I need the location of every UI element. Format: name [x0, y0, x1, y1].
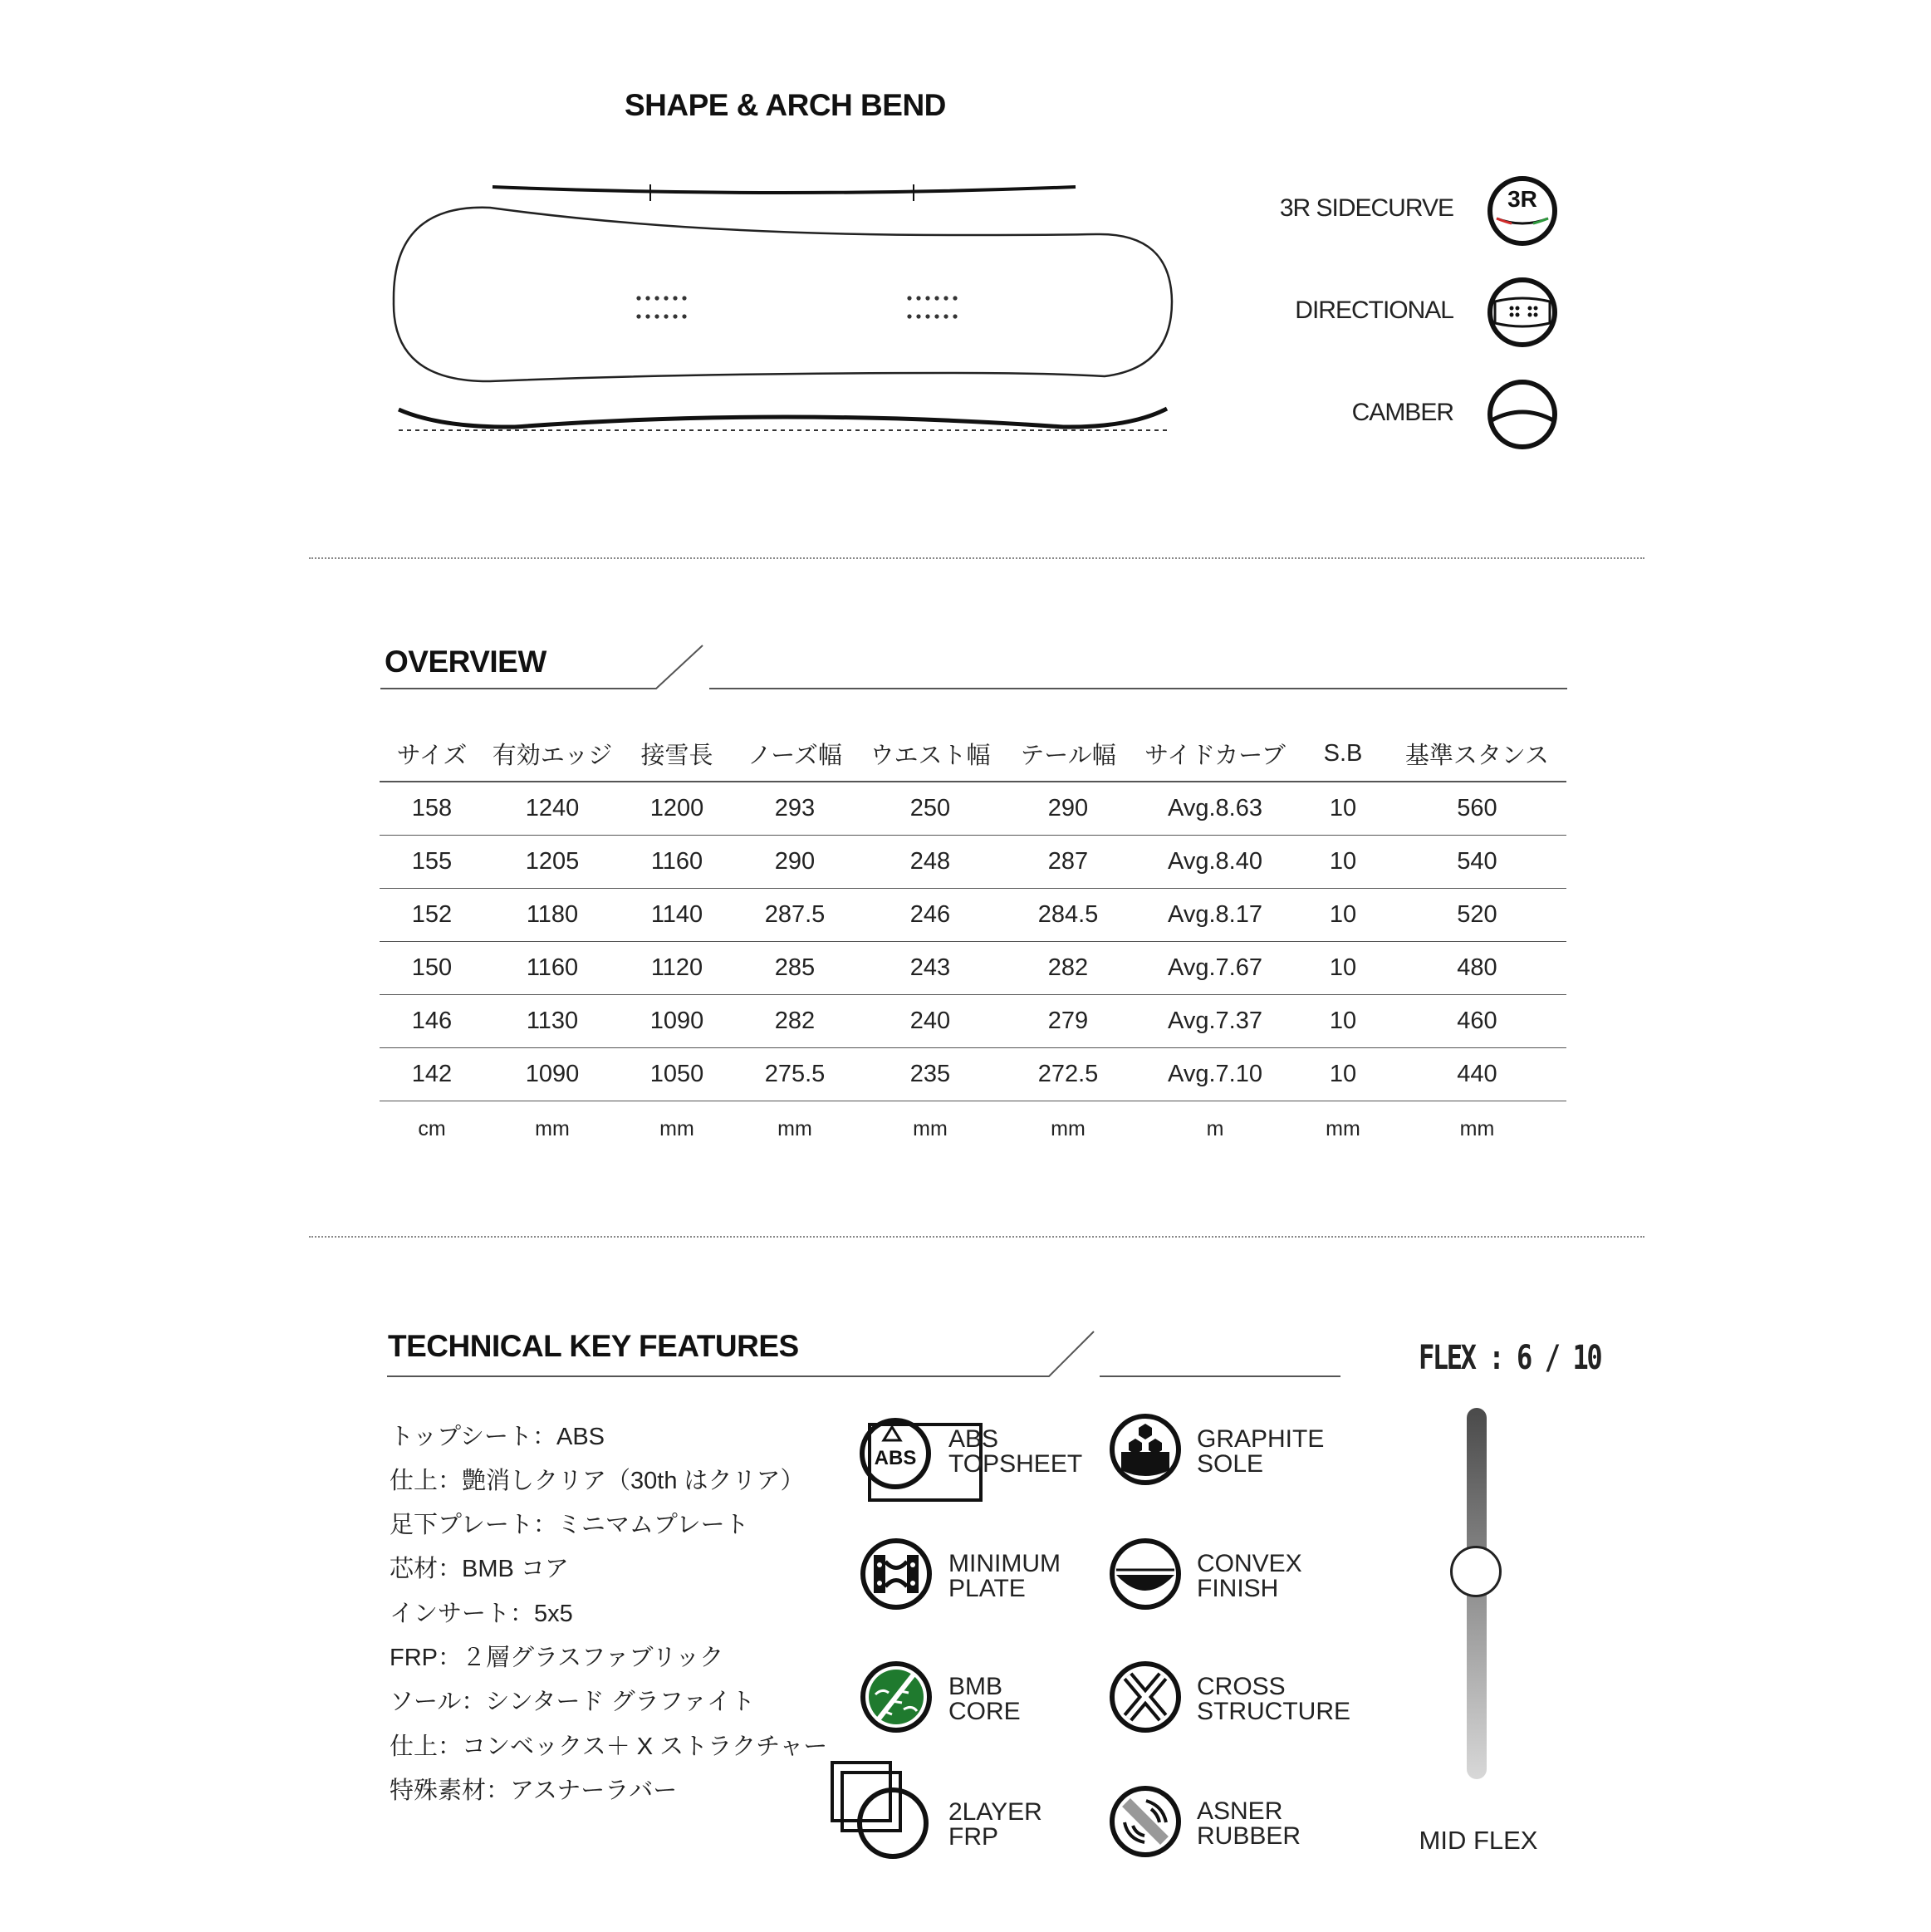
feature-2layer-frp	[831, 1761, 1080, 1869]
badge-label: DIRECTIONAL	[1295, 297, 1453, 324]
feature-bmb-core	[831, 1660, 1080, 1743]
table-cell: 460	[1388, 995, 1566, 1048]
flex-label: MID FLEX	[1419, 1826, 1538, 1855]
table-cell: 440	[1388, 1048, 1566, 1101]
spec-special-material: 特殊素材：アスナーラバー	[390, 1778, 678, 1804]
col-header: テール幅	[1004, 726, 1132, 782]
board-shape-diagram	[382, 170, 1179, 444]
table-cell: 246	[856, 889, 1004, 942]
feature-cross-structure	[1108, 1660, 1390, 1743]
badge-3r-sidecurve	[1246, 173, 1561, 248]
feature-label: MINIMUM PLATE	[948, 1550, 1061, 1602]
table-cell: 248	[856, 836, 1004, 889]
table-cell: 290	[1004, 782, 1132, 836]
col-header: ウエスト幅	[856, 726, 1004, 782]
table-cell: 279	[1004, 995, 1132, 1048]
section-divider	[309, 1236, 1644, 1238]
spec-finish: 仕上：艶消しクリア（30th はクリア）	[390, 1468, 805, 1494]
table-cell: Avg.8.17	[1132, 889, 1298, 942]
spec-insert: インサート：5x5	[390, 1601, 573, 1627]
2layer-frp-icon	[831, 1761, 939, 1861]
table-cell: 285	[733, 942, 856, 995]
table-cell: 235	[856, 1048, 1004, 1101]
feature-label: CONVEX FINISH	[1197, 1550, 1302, 1602]
feature-label: CROSS STRUCTURE	[1197, 1673, 1350, 1725]
asner-rubber-icon	[1108, 1784, 1183, 1859]
feature-asner-rubber	[1108, 1784, 1374, 1867]
convex-finish-icon	[1108, 1537, 1183, 1611]
table-cell: 1180	[484, 889, 620, 942]
table-cell: 1050	[620, 1048, 733, 1101]
table-cell: 282	[1004, 942, 1132, 995]
unit-cell: mm	[659, 1116, 694, 1140]
feature-graphite-sole	[1108, 1412, 1374, 1495]
overview-title: OVERVIEW	[385, 645, 546, 679]
table-cell: 1200	[620, 782, 733, 836]
3r-icon-text: 3R	[1507, 186, 1537, 212]
table-cell: 10	[1298, 836, 1388, 889]
table-cell: 146	[380, 995, 484, 1048]
table-cell: Avg.8.63	[1132, 782, 1298, 836]
technical-title: TECHNICAL KEY FEATURES	[388, 1329, 799, 1363]
unit-cell: mm	[535, 1116, 570, 1140]
arch-bend-top-line	[493, 187, 1076, 193]
table-cell: 287	[1004, 836, 1132, 889]
unit-cell: mm	[1051, 1116, 1086, 1140]
table-cell: 293	[733, 782, 856, 836]
feature-abs-topsheet	[831, 1412, 1083, 1503]
flex-title: FLEX : 6 / 10	[1419, 1339, 1601, 1377]
minimum-plate-icon	[859, 1537, 934, 1611]
badge-camber	[1246, 376, 1561, 451]
feature-label: 2LAYER FRP	[948, 1798, 1042, 1851]
table-cell: 560	[1388, 782, 1566, 836]
table-cell: 150	[380, 942, 484, 995]
table-cell: 1160	[620, 836, 733, 889]
table-cell: 287.5	[733, 889, 856, 942]
table-cell: 240	[856, 995, 1004, 1048]
spec-sole: ソール：シンタード グラファイト	[390, 1689, 756, 1715]
bmb-core-icon	[859, 1660, 934, 1734]
overview-title-rule	[380, 644, 1568, 690]
table-cell: 290	[733, 836, 856, 889]
table-row	[380, 836, 1566, 889]
table-cell: 10	[1298, 1048, 1388, 1101]
table-cell: 10	[1298, 782, 1388, 836]
col-header: ノーズ幅	[733, 726, 856, 782]
feature-label: ABS TOPSHEET	[948, 1425, 1083, 1478]
table-cell: 520	[1388, 889, 1566, 942]
table-cell: Avg.7.10	[1132, 1048, 1298, 1101]
table-cell: 10	[1298, 942, 1388, 995]
feature-minimum-plate	[831, 1537, 1080, 1620]
table-cell: Avg.8.40	[1132, 836, 1298, 889]
section-divider	[309, 557, 1644, 559]
spec-topsheet: トップシート：ABS	[390, 1424, 605, 1450]
table-cell: 1240	[484, 782, 620, 836]
spec-core: 芯材：BMB コア	[390, 1556, 569, 1582]
unit-cell: cm	[418, 1116, 446, 1140]
board-outline	[394, 208, 1172, 381]
technical-title-rule	[387, 1329, 1342, 1379]
3r-sidecurve-icon	[1487, 175, 1558, 247]
unit-cell: mm	[913, 1116, 948, 1140]
table-cell: 540	[1388, 836, 1566, 889]
camber-icon	[1487, 379, 1558, 450]
table-cell: 1090	[620, 995, 733, 1048]
table-cell: 1205	[484, 836, 620, 889]
col-header: サイズ	[380, 726, 484, 782]
table-cell: Avg.7.37	[1132, 995, 1298, 1048]
table-row	[380, 782, 1566, 836]
overview-spec-table	[380, 726, 1566, 1156]
spec-plate: 足下プレート：ミニマムプレート	[390, 1512, 749, 1538]
flex-slider-knob[interactable]	[1450, 1546, 1502, 1597]
badge-label: CAMBER	[1351, 399, 1453, 426]
feature-label: GRAPHITE SOLE	[1197, 1425, 1325, 1478]
table-row	[380, 1048, 1566, 1101]
unit-cell: mm	[1326, 1116, 1360, 1140]
table-units-row	[380, 1101, 1566, 1157]
feature-label: BMB CORE	[948, 1673, 1021, 1725]
col-header: 接雪長	[620, 726, 733, 782]
col-header: S.B	[1298, 726, 1388, 782]
table-cell: 284.5	[1004, 889, 1132, 942]
unit-cell: mm	[777, 1116, 812, 1140]
table-cell: 1090	[484, 1048, 620, 1101]
table-cell: 480	[1388, 942, 1566, 995]
abs-icon-text: ABS	[874, 1447, 917, 1469]
col-header: 有効エッジ	[484, 726, 620, 782]
table-cell: 275.5	[733, 1048, 856, 1101]
directional-icon	[1487, 277, 1558, 348]
table-cell: 10	[1298, 995, 1388, 1048]
table-cell: 158	[380, 782, 484, 836]
shape-section-title: SHAPE & ARCH BEND	[625, 88, 946, 122]
table-cell: 155	[380, 836, 484, 889]
cross-structure-icon	[1108, 1660, 1183, 1734]
table-cell: 1160	[484, 942, 620, 995]
spec-frp: FRP：２層グラスファブリック	[390, 1645, 724, 1671]
table-cell: 243	[856, 942, 1004, 995]
table-cell: 1130	[484, 995, 620, 1048]
table-row	[380, 889, 1566, 942]
table-cell: Avg.7.67	[1132, 942, 1298, 995]
graphite-sole-icon	[1108, 1412, 1183, 1487]
col-header: 基準スタンス	[1388, 726, 1566, 782]
feature-convex-finish	[1108, 1537, 1374, 1620]
table-cell: 1140	[620, 889, 733, 942]
col-header: サイドカーブ	[1132, 726, 1298, 782]
table-header-row	[380, 726, 1566, 782]
unit-cell: mm	[1459, 1116, 1495, 1140]
badge-directional	[1246, 274, 1561, 349]
table-row	[380, 942, 1566, 995]
table-row	[380, 995, 1566, 1048]
table-cell: 272.5	[1004, 1048, 1132, 1101]
unit-cell: m	[1206, 1116, 1224, 1140]
table-cell: 142	[380, 1048, 484, 1101]
table-cell: 1120	[620, 942, 733, 995]
feature-label: ASNER RUBBER	[1197, 1797, 1301, 1850]
camber-profile-line	[399, 409, 1167, 427]
table-cell: 282	[733, 995, 856, 1048]
table-cell: 10	[1298, 889, 1388, 942]
spec-sole-finish: 仕上：コンベックス＋ X ストラクチャー	[390, 1733, 828, 1760]
table-cell: 152	[380, 889, 484, 942]
table-cell: 250	[856, 782, 1004, 836]
badge-label: 3R SIDECURVE	[1279, 194, 1453, 222]
